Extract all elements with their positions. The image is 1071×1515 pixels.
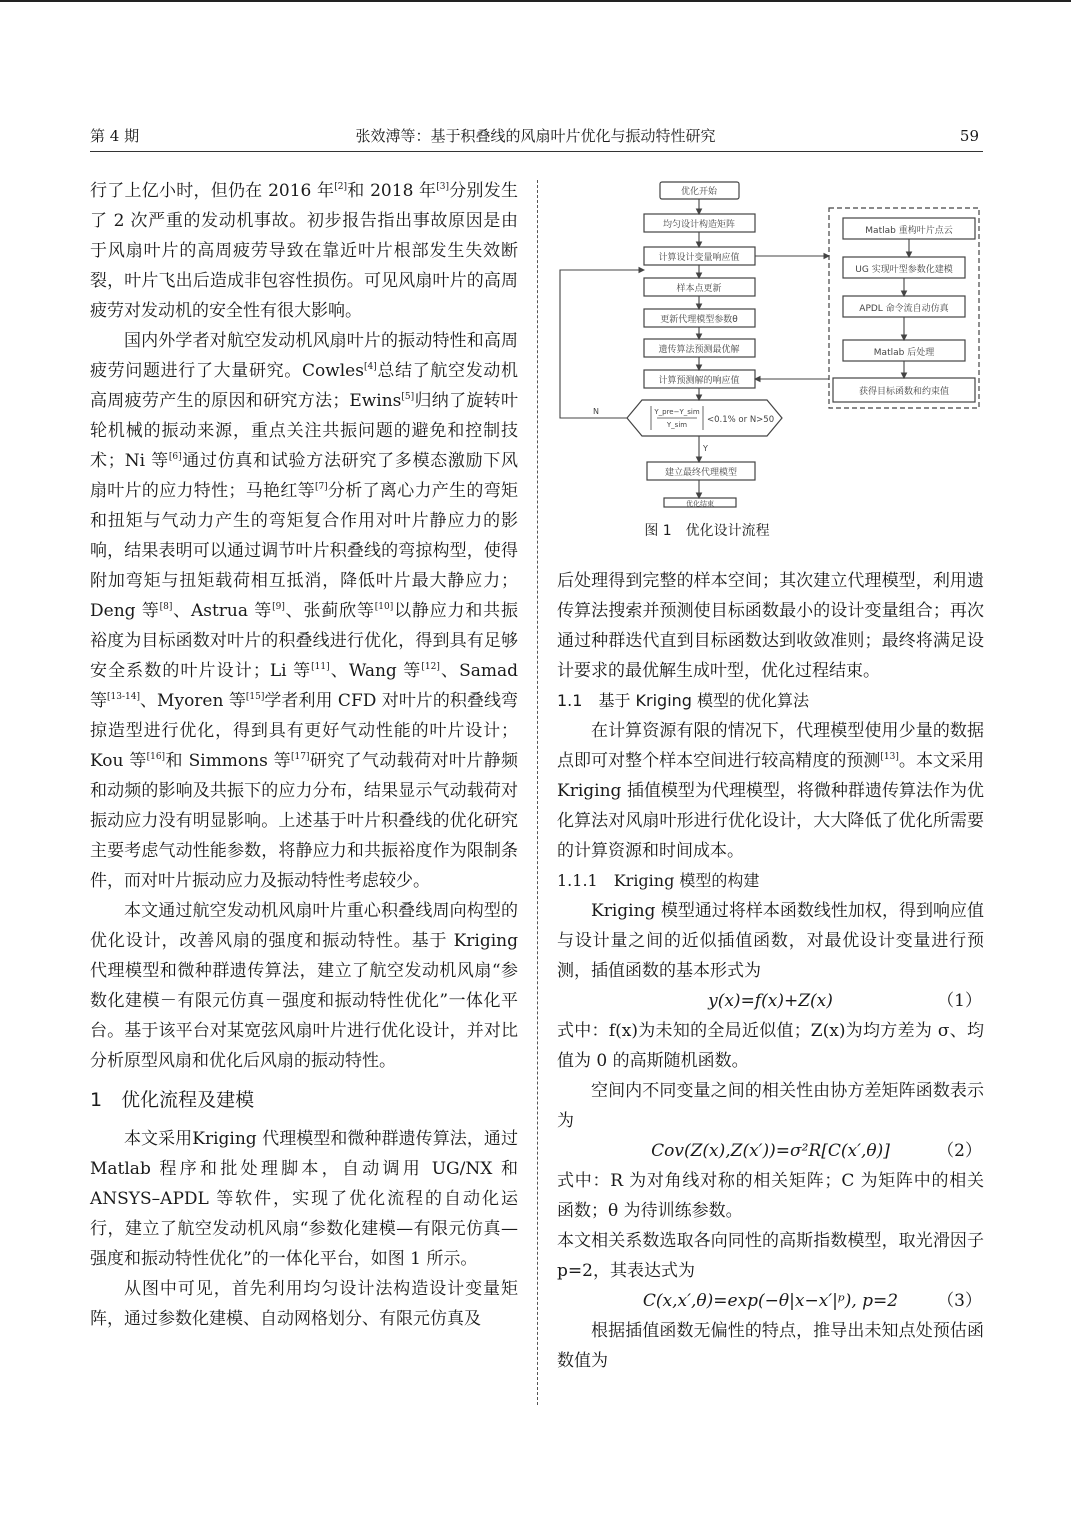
citation: [2] <box>334 182 347 192</box>
paragraph-kriging: Kriging 模型通过将样本函数线性加权，得到响应值与设计量之间的近似插值函数，对最优设计变量进行预测，插值函数的基本形式为 <box>557 901 984 981</box>
paragraph-flow-continued: 后处理得到完整的样本空间；其次建立代理模型，利用遗传算法搜索并预测使目标函数最小的设计变量组合；再次通过种群迭代直到目标函数达到收敛准则；最终将满足设计要求的最优解生成叶型，优化过程结束。 <box>557 571 984 681</box>
decision-denominator: Y_sim <box>666 421 688 429</box>
equation-number: （3） <box>937 1291 982 1311</box>
figure-caption: 图 1 优化设计流程 <box>644 523 770 539</box>
text: 、Wang 等 <box>329 661 422 681</box>
text: 研究了气动载荷对叶片静频和动频的影响及共振下的应力分布，结果显示气动载荷对振动应力没有明显影响。上述基于叶片积叠线的优化研究主要考虑气动性能参数，将静应力和共振裕度作为限制条件，而对叶片振动应力及振动特性考虑较少。 <box>90 751 518 891</box>
no-branch-label: N <box>593 407 599 416</box>
citation: [10] <box>374 602 394 612</box>
citation: [9] <box>272 602 285 612</box>
section-heading-1-1: 1.1 基于 Kriging 模型的优化算法 <box>557 691 810 710</box>
text: 国内外学者对航空发动机风扇叶片的振动特性和高周疲劳问题进行了大量研究。Cowles <box>90 331 518 381</box>
text: 通过仿真和试验方法研究了多模态激励下风扇叶片的应力特性；马艳红等 <box>90 451 519 501</box>
equation-text: y(x)=f(x)+Z(x) <box>708 991 833 1011</box>
paragraph-eq1-notes: 式中：f(x)为未知的全局近似值；Z(x)为均方差为 σ、均值为 0 的高斯随机函数。 <box>557 1021 984 1071</box>
yes-branch-label: Y <box>703 444 708 453</box>
flowchart-figure <box>557 178 987 508</box>
text: 、张蓟欣等 <box>284 601 375 621</box>
decision-numerator: Y_pre−Y_sim <box>654 408 700 416</box>
flow-end-label: 优化结束 <box>686 500 714 508</box>
flow-label-1: 均匀设计构造矩阵 <box>662 220 736 230</box>
paragraph-gaussian: 本文相关系数选取各向同性的高斯指数模型，取光滑因子 p=2，其表达式为 <box>557 1231 984 1281</box>
paragraph-covariance: 空间内不同变量之间的相关性由协方差矩阵函数表示为 <box>557 1081 984 1131</box>
text: 学者利用 CFD 对叶片的积叠线弯掠造型进行优化，得到具有更好气动性能的叶片设计；Kou 等 <box>90 691 518 771</box>
equation-2 <box>557 1136 984 1166</box>
flowchart-svg <box>557 178 987 508</box>
right-label-2: UG 实现叶型参数化建模 <box>855 265 953 275</box>
header-rule <box>90 151 983 152</box>
right-label-4: Matlab 后处理 <box>873 348 935 358</box>
flow-label-5: 遗传算法预测最优解 <box>658 345 740 355</box>
top-border <box>0 0 1071 2</box>
equation-3 <box>557 1286 984 1316</box>
right-label-5: 获得目标函数和约束值 <box>858 387 950 397</box>
flow-start-label: 优化开始 <box>680 187 718 197</box>
citation: [6] <box>168 452 182 462</box>
text: 和 Simmons 等 <box>165 751 291 771</box>
flow-label-3: 样本点更新 <box>676 284 722 294</box>
citation: [3] <box>436 182 450 192</box>
right-label-1: Matlab 重构叶片点云 <box>865 226 953 236</box>
citation: [7] <box>314 482 328 492</box>
text: 、Astrua 等 <box>172 601 273 621</box>
text: 在计算资源有限的情况下，代理模型使用少量的数据点即可对整个样本空间进行较高精度的预测 <box>557 721 984 771</box>
paragraph-literature <box>90 326 518 896</box>
text: 分析了离心力产生的弯矩和扭矩与气动力产生的弯矩复合作用对叶片静应力的影响，结果表明可以通过调节叶片积叠线的弯掠构型，使得附加弯矩与扭矩载荷相互抵消，降低叶片最大静应力；Deng 等 <box>90 481 519 621</box>
text: 行了上亿小时，但仍在 2016 年 <box>90 181 335 201</box>
text: 。本文采用 Kriging 插值模型为代理模型，将微种群遗传算法作为优化算法对风扇叶形进行优化设计，大大降低了优化所需要的计算资源和时间成本。 <box>557 751 985 861</box>
text: 总结了航空发动机高周疲劳产生的原因和研究方法；Ewins <box>90 361 519 411</box>
citation: [17] <box>291 752 310 762</box>
paragraph-surrogate <box>557 716 984 866</box>
equation-text: Cov(Z(x),Z(x′))=σ²R[C(x′,θ)] <box>651 1141 890 1161</box>
left-column <box>90 176 518 1334</box>
decision-condition: <0.1% or N>50 <box>707 415 775 425</box>
paragraph-incidents <box>90 176 518 326</box>
flow-label-7: 建立最终代理模型 <box>664 468 738 478</box>
running-title: 张效溥等：基于积叠线的风扇叶片优化与振动特性研究 <box>355 127 716 145</box>
citation: [13] <box>880 752 899 762</box>
right-column <box>557 566 984 1376</box>
paragraph-prediction: 根据插值函数无偏性的特点，推导出未知点处预估函数值为 <box>557 1321 984 1371</box>
citation: [12] <box>421 662 440 672</box>
paragraph-contribution: 本文通过航空发动机风扇叶片重心积叠线周向构型的优化设计，改善风扇的强度和振动特性。基于 Kriging 代理模型和微种群遗传算法，建立了航空发动机风扇“参数化建模－有限元仿真－强度和振动特性优化”一体化平台。基于该平台对某宽弦风扇叶片进行优化设计，并对比分析原型风扇和优化后风扇的振动特性。 <box>90 901 518 1071</box>
equation-1 <box>557 986 984 1016</box>
text: 以静应力和共振裕度为目标函数对叶片的积叠线进行优化，得到具有足够安全系数的叶片设计；Li 等 <box>90 601 519 681</box>
page-number: 59 <box>959 127 979 145</box>
text: 、Myoren 等 <box>140 691 246 711</box>
flow-label-6: 计算预测解的响应值 <box>658 376 740 386</box>
section-heading-1: 1 优化流程及建模 <box>90 1089 255 1111</box>
citation: [4] <box>363 362 377 372</box>
paragraph-flow-intro: 从图中可见，首先利用均匀设计法构造设计变量矩阵，通过参数化建模、自动网格划分、有限元仿真及 <box>90 1279 518 1329</box>
text: 和 2018 年 <box>346 181 437 201</box>
equation-text: C(x,x′,θ)=exp(−θ|x−x′|ᵖ), p=2 <box>642 1291 899 1311</box>
equation-number: （1） <box>937 991 982 1011</box>
text: 、Samad 等 <box>90 661 518 711</box>
paragraph-eq2-notes: 式中：R 为对角线对称的相关矩阵；C 为矩阵中的相关函数；θ 为待训练参数。 <box>557 1171 984 1221</box>
text: 分别发生了 2 次严重的发动机事故。初步报告指出事故原因是由于风扇叶片的高周疲劳导致在靠近叶片根部发生失效断裂，叶片飞出后造成非包容性损伤。可见风扇叶片的高周疲劳对发动机的安全性有很大影响。 <box>90 181 519 321</box>
flow-label-2: 计算设计变量响应值 <box>658 253 740 263</box>
paragraph-method: 本文采用Kriging 代理模型和微种群遗传算法，通过 Matlab 程序和批处理脚本，自动调用 UG/NX 和 ANSYS–APDL 等软件，实现了优化流程的自动化运行，建立了航空发动机风扇“参数化建模—有限元仿真—强度和振动特性优化”的一体化平台，如图 1 所示。 <box>90 1129 518 1269</box>
right-label-3: APDL 命令流自动仿真 <box>859 304 949 314</box>
citation: [13-14] <box>107 692 140 702</box>
citation: [8] <box>159 602 173 612</box>
equation-number: （2） <box>937 1141 982 1161</box>
issue-number: 第 4 期 <box>90 127 140 145</box>
text: 归纳了旋转叶轮机械的振动来源，重点关注共振问题的避免和控制技术；Ni 等 <box>90 391 518 471</box>
citation: [5] <box>401 392 415 402</box>
citation: [15] <box>245 692 265 702</box>
citation: [16] <box>146 752 166 762</box>
column-divider <box>537 180 538 1405</box>
citation: [11] <box>311 662 330 672</box>
flow-label-4: 更新代理模型参数θ <box>660 315 738 325</box>
section-heading-1-1-1: 1.1.1 Kriging 模型的构建 <box>557 871 760 890</box>
